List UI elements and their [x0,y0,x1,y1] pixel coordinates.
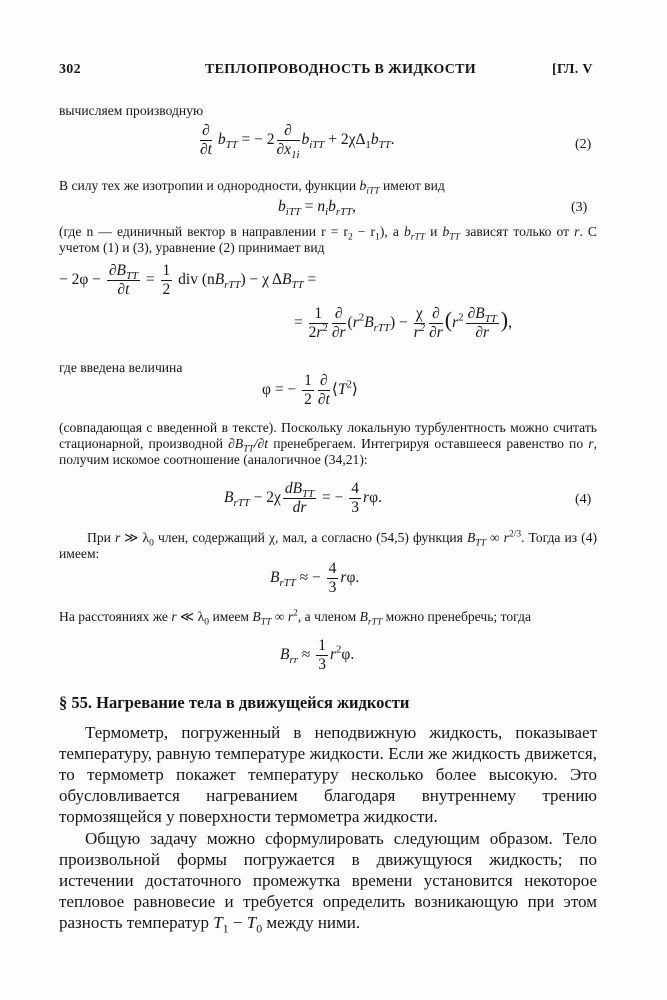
distances-text: На расстояниях же r ≪ $\lambda_0$ имеем $B_{TT}$ ∞ $r^2$, а членом $B_{rTT}$ можно пренебречь; тогда [59,608,531,628]
intro-text: вычисляем производную [59,103,204,118]
equation-4: $B_{rTT} - 2\chi$ $\frac{dB_{TT}}{dr}$ = − $\frac{4}{3}$ rφ. [224,480,382,516]
body-paragraph-2: Общую задачу можно сформулировать следующим образом. Тело произвольной формы погружается в движущуюся жидкость; по истечении достаточного промежутка времени установится некоторое тепловое равновесие и требуется определить возникающую при этом разность температур $T_1 - T_0$ между ними. [59,829,597,936]
equation-approx-1: $B_{rTT}$ ≈ − $\frac{4}{3}$ rφ. [270,560,360,596]
coincides-text: (совпадающая с введенной в тексте). Поскольку локальную турбулентность можно считать стационарной, производной $\partial B_{TT}/\partial t$ пренебрегаем. Интегрируя оставшееся равенство по r, получим искомое соотношение (аналогичное (34,21): [59,420,597,467]
equation-main-line1: − 2φ − $\frac{\partial B_{TT}}{\partial t}$ = $\frac{1}{2}$ div $(nB_{rTT}) - \chi$ $\Delta B_{TT}$ = [59,262,317,298]
section-number: § 55. [59,693,92,712]
equation-phi: φ = − $\frac{1}{2}$ $\frac{\partial}{\partial t}$ $⟨T^2⟩$ [262,372,358,408]
equation-2: $\frac{\partial}{\partial t}$ $b_{TT}$ = − 2 $\frac{\partial}{\partial x_{1i}}$ $b_{iTT} + 2\chi\Delta_1b_{TT}$. [200,122,395,161]
equation-main-line2: = $\frac{1}{2r^2}$ $\frac{\partial}{\partial r}$ $(r^2B_{rTT})$ − $\frac{\chi}{r^2}$ $\frac{\partial}{\partial r}$ ($r^2$ $\frac{\partial B_{TT}}{\partial r}$ ), [294,305,512,341]
running-title: ТЕПЛОПРОВОДНОСТЬ В ЖИДКОСТИ [205,62,476,77]
chapter-label: [ГЛ. V [552,62,593,77]
equation-approx-2: $B_{rr}$ ≈ $\frac{1}{3}$ $r^2\varphi$. [280,637,355,673]
section-title: Нагревание тела в движущейся жидкости [96,693,410,712]
page-number: 302 [59,62,81,77]
equation-2-number: (2) [575,137,592,152]
where-introduced-text: где введена величина [59,360,183,375]
isotropy-text: В силу тех же изотропии и однородности, функции $b_{iTT}$ имеют вид [59,178,445,197]
equation-4-number: (4) [575,492,592,507]
equation-3-number: (3) [571,200,588,215]
section-heading [59,693,409,713]
body-paragraph-1: Термометр, погруженный в неподвижную жидкость, показывает температуру, равную температуре жидкости. Если же жидкость движется, то термометр покажет температуру несколько более высокую. Это обусловливается нагреванием благодаря внутреннему трению тормозящейся у поверхности термометра жидкости. [59,723,597,826]
where-n-text: (где n — единичный вектор в направлении $r = r_2 - r_1$), а $b_{rTT}$ и $b_{TT}$ зависят только от r. С учетом (1) и (3), уравнение (2) принимает вид [59,224,597,255]
equation-3: $b_{iTT} = n_ib_{rTT}$, [278,198,357,219]
when-text: При r ≫ $\lambda_0$ член, содержащий χ, мал, а согласно (54,5) функция $B_{TT}$ ∞ $r^{2/3}$. Тогда из (4) имеем: [59,529,598,561]
